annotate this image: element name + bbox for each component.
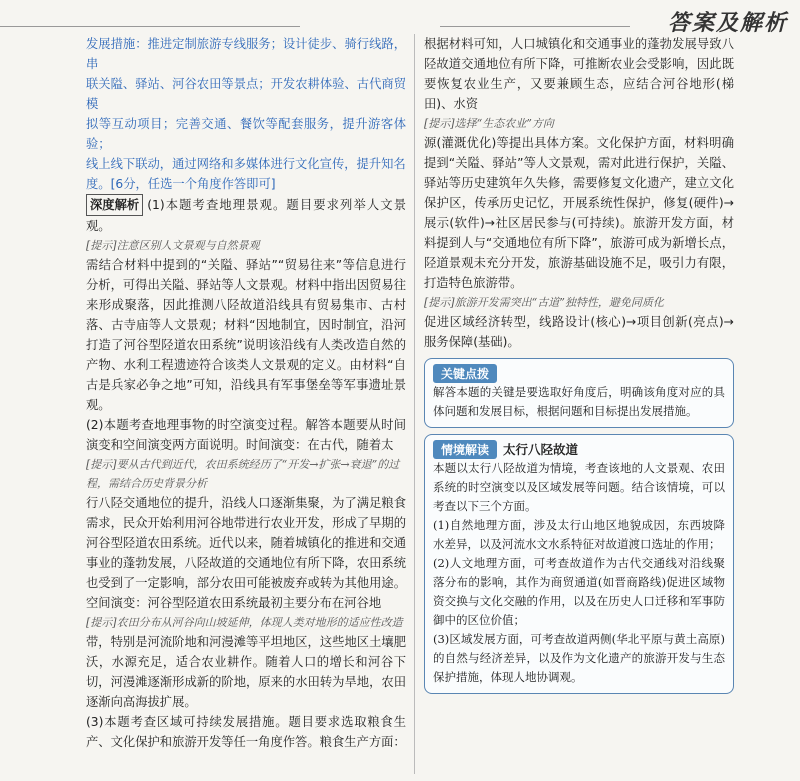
hint-text: [提示]要从古代到近代，农田系统经历了“开发→扩张→衰退”的过程，需结合历史背景分析 [86,458,400,490]
right-column [424,34,734,694]
analysis-tag: 深度解析 [86,194,143,216]
analysis-heading [86,194,406,236]
analysis-paragraph: 促进区域经济转型，线路设计(核心)→项目创新(亮点)→服务保障(基础)。 [424,315,734,349]
header-rule-left [0,26,300,27]
hint-text: [提示]农田分布从河谷向山坡延伸，体现人类对地形的适应性改造 [86,616,403,629]
scene-box [424,434,734,694]
analysis-paragraph: 根据材料可知，人口城镇化和交通事业的蓬勃发展导致八陉故道交通地位有所下降，可推断农业会受影响，因此既要恢复农业生产，又要兼顾生态，应结合河谷地形(梯田)、水资 [424,37,734,111]
analysis-paragraph: (3)本题考查区域可持续发展措施。题目要求选取粮食生产、文化保护和旅游开发等任一角度作答。粮食生产方面： [86,715,406,749]
answer-line: 发展措施：推进定制旅游专线服务；设计徒步、骑行线路，串 [86,37,406,71]
analysis-paragraph: 需结合材料中提到的“关隘、驿站”“贸易往来”等信息进行分析，可得出关隘、驿站等人文景观。材料中指出因贸易往来形成聚落，因此推测八陉故道沿线具有贸易集市、古村落、古寺庙等人文景观；材料“因地制宜，因时制宜，沿河打造了河谷型陉道农田系统”说明该沿线有人类改造自然的产物、水利工程遗迹符合该类人文景观的定义。由材料“自古是兵家必争之地”可知，沿线具有军事堡垒等军事遗址景观。 [86,258,406,412]
scene-label: 情境解读 [433,440,497,459]
scene-intro: 本题以太行八陉故道为情境，考查该地的人文景观、农田系统的时空演变以及区域发展等问题。结合该情境，可以考查以下三个方面。 [433,461,725,513]
hint-text: [提示]注意区别人文景观与自然景观 [86,239,260,252]
analysis-paragraph: 带，特别是河流阶地和河漫滩等平坦地区，这些地区土壤肥沃，水源充足，适合农业耕作。随着人口的增长和河谷下切，河漫滩逐渐形成新的阶地，原来的水田转为旱地，农田逐渐向高海拔扩展。 [86,635,406,709]
column-divider [414,34,415,774]
answer-line: 拟等互动项目；完善交通、餐饮等配套服务，提升游客体验； [86,117,406,151]
key-points-label: 关键点拨 [433,364,497,383]
scene-point: (1)自然地理方面，涉及太行山地区地貌成因，东西坡降水差异，以及河流水文水系特征对故道渡口选址的作用； [433,518,725,551]
scene-point: (2)人文地理方面，可考查故道作为古代交通线对沿线聚落分布的影响，其作为商贸通道(如晋商路线)促进区域物资交换与文化交融的作用，以及在历史人口迁移和军事防御中的区位价值； [433,556,725,627]
hint-text: [提示]旅游开发需突出“古道”独特性，避免同质化 [424,296,664,309]
analysis-first-line: (1)本题考查地理景观。题目要求列举人文景观。 [86,198,406,233]
header-rule-right [440,26,630,27]
scene-title: 太行八陉故道 [503,442,579,457]
answer-line: 线上线下联动，通过网络和多媒体进行文化宣传，提升知名 [86,157,406,171]
scene-point: (3)区域发展方面，可考查故道两侧(华北平原与黄土高原)的自然与经济差异，以及作为文化遗产的旅游开发与生态保护措施，体现人地协调观。 [433,632,725,684]
page-title: 答案及解析 [667,10,788,36]
answer-line: 联关隘、驿站、河谷农田等景点；开发农耕体验、古代商贸模 [86,77,406,111]
analysis-paragraph: 源(灌溉优化)等提出具体方案。文化保护方面，材料明确提到“关隘、驿站”等人文景观，需对此进行保护，关隘、驿站等历史建筑年久失修，需要修复文化遗产，建立文化保护区，传承历史记忆，开展系统性保护，修复(硬件)→展示(软件)→社区居民参与(可持续)。旅游开发方面，材料提到人与“交通地位有所下降”，旅游可成为新增长点，陉道景观未充分开发，旅游基础设施不足，吸引力有限，打造特色旅游带。 [424,136,734,290]
hint-text: [提示]选择“生态农业”方向 [424,117,554,130]
analysis-paragraph: (2)本题考查地理事物的时空演变过程。解答本题要从时间演变和空间演变两方面说明。时间演变：在古代，随着太 [86,418,406,452]
key-points-text: 解答本题的关键是要选取好角度后，明确该角度对应的具体问题和发展目标，根据问题和目标提出发展措施。 [433,385,725,418]
answer-line: 度。[6分，任选一个角度作答即可] [86,177,276,191]
key-points-box [424,358,734,428]
left-column [86,34,406,752]
analysis-paragraph: 行八陉交通地位的提升，沿线人口逐渐集聚，为了满足粮食需求，民众开始利用河谷地带进行农业开发，形成了早期的河谷型陉道农田系统。近代以来，随着城镇化的推进和交通事业的蓬勃发展，八陉故道的交通地位有所下降，农田系统也受到了一定影响，部分农田可能被废弃或转为其他用途。空间演变：河谷型陉道农田系统最初主要分布在河谷地 [86,496,406,610]
